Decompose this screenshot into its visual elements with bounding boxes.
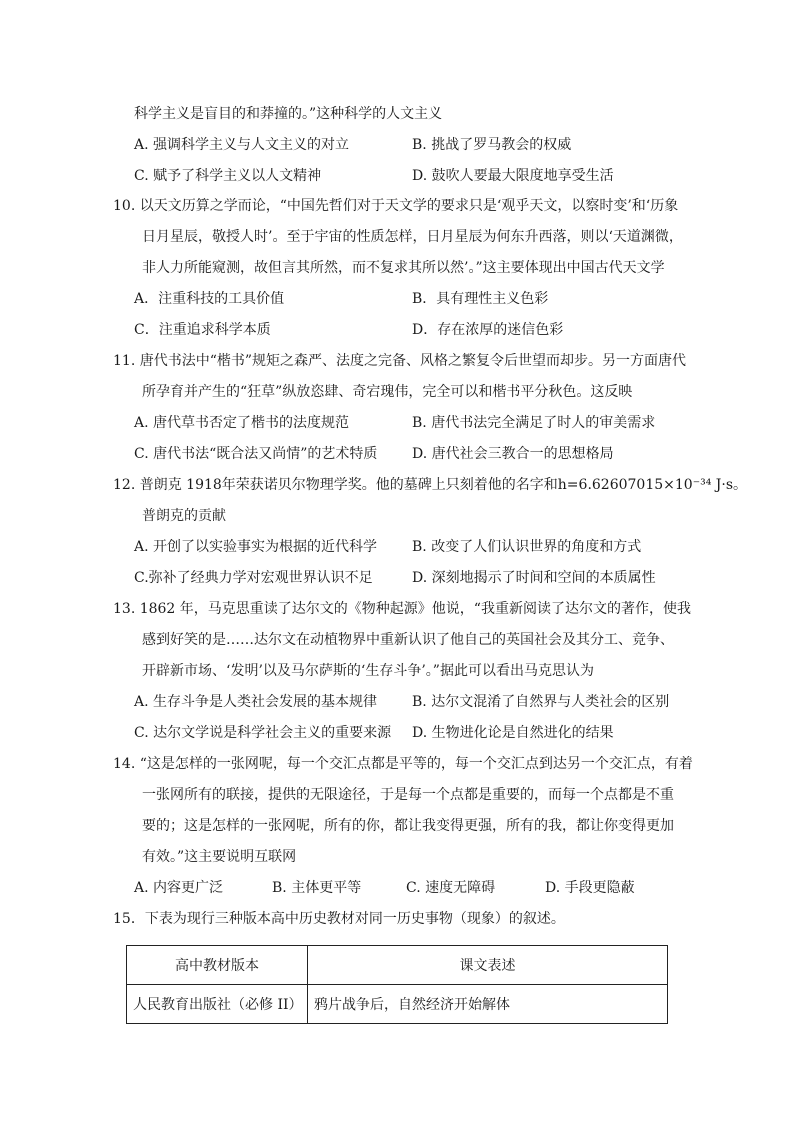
q14-stem-line-2: 一张网所有的联接，提供的无限途径，于是每一个点都是重要的，而每一个点都是不重: [142, 787, 674, 803]
q11-option-b: B. 唐代书法完全满足了时人的审美需求: [412, 415, 656, 431]
table-header-row: [127, 946, 668, 985]
q11-option-d: D. 唐代社会三教合一的思想格局: [412, 446, 614, 462]
q11-option-c: C. 唐代书法“既合法又尚情”的艺术特质: [134, 446, 378, 462]
q12-option-c: C.弥补了经典力学对宏观世界认识不足: [134, 570, 373, 586]
q12-option-a: A. 开创了以实验事实为根据的近代科学: [134, 539, 378, 555]
table-header-description: 课文表述: [308, 946, 668, 985]
table-header-edition: 高中教材版本: [127, 946, 308, 985]
q12-option-d: D. 深刻地揭示了时间和空间的本质属性: [412, 570, 656, 586]
q9-tail: 科学主义是盲目的和莽撞的。”这种科学的人文主义: [134, 106, 443, 122]
q13-option-d: D. 生物进化论是自然进化的结果: [412, 725, 614, 741]
q9-option-c: C. 赋予了科学主义以人文精神: [134, 168, 322, 184]
q12-stem-line-2: 普朗克的贡献: [142, 508, 226, 524]
table-cell-edition: 人民教育出版社（必修 II）: [127, 985, 308, 1024]
q12-option-b: B. 改变了人们认识世界的角度和方式: [412, 539, 642, 555]
q14-option-a: A. 内容更广泛: [134, 880, 224, 896]
q11-stem-line-1: 11. 唐代书法中“楷书”规矩之森严、法度之完备、风格之繁复令后世望而却步。另一方面唐代: [113, 353, 687, 369]
q10-option-c: C．注重追求科学本质: [134, 322, 271, 338]
q13-stem-line-2: 感到好笑的是……达尔文在动植物界中重新认识了他自己的英国社会及其分工、竞争、: [142, 632, 674, 648]
q9-option-d: D. 鼓吹人要最大限度地享受生活: [412, 168, 614, 184]
q10-stem-line-2: 日月星辰，敬授人时’。至于宇宙的性质怎样，日月星辰为何东升西落，则以‘天道渊微，: [142, 229, 683, 245]
q11-option-a: A. 唐代草书否定了楷书的法度规范: [134, 415, 350, 431]
q9-option-a: A. 强调科学主义与人文主义的对立: [134, 137, 350, 153]
table-cell-description: 鸦片战争后，自然经济开始解体: [308, 985, 668, 1024]
q14-option-c: C. 速度无障碍: [406, 880, 496, 896]
q13-option-c: C. 达尔文学说是科学社会主义的重要来源: [134, 725, 392, 741]
table-row: [127, 985, 668, 1024]
q11-stem-line-2: 所孕育并产生的“狂草”纵放恣肆、奇宕瑰伟，完全可以和楷书平分秋色。这反映: [142, 384, 633, 400]
q12-stem-line-1: 12. 普朗克 1918年荣获诺贝尔物理学奖。他的墓碑上只刻着他的名字和h=6.62607015×10⁻³⁴ J·s。: [113, 477, 748, 493]
q10-stem-line-1: 10. 以天文历算之学而论，“中国先哲们对于天文学的要求只是‘观乎天文，以察时变’和‘历象: [113, 198, 679, 214]
q13-stem-line-1: 13. 1862 年，马克思重读了达尔文的《物种起源》他说，“我重新阅读了达尔文的著作，使我: [113, 601, 691, 617]
q9-option-b: B. 挑战了罗马教会的权威: [412, 137, 572, 153]
q10-option-a: A．注重科技的工具价值: [134, 291, 285, 307]
q13-stem-line-3: 开辟新市场、‘发明’以及马尔萨斯的‘生存斗争’。”据此可以看出马克思认为: [142, 663, 594, 679]
q13-option-a: A. 生存斗争是人类社会发展的基本规律: [134, 694, 378, 710]
q15-stem: 15．下表为现行三种版本高中历史教材对同一历史事物（现象）的叙述。: [113, 911, 565, 927]
q10-stem-line-3: 非人力所能窥测，故但言其所然，而不复求其所以然’。”这主要体现出中国古代天文学: [142, 260, 665, 276]
q14-stem-line-3: 要的；这是怎样的一张网呢，所有的你，都让我变得更强，所有的我，都让你变得更加: [142, 818, 674, 834]
q14-option-b: B. 主体更平等: [272, 880, 362, 896]
q10-option-d: D．存在浓厚的迷信色彩: [412, 322, 564, 338]
q14-stem-line-4: 有效。”这主要说明互联网: [142, 849, 297, 865]
textbook-comparison-table: [126, 945, 668, 1024]
q13-option-b: B. 达尔文混淆了自然界与人类社会的区别: [412, 694, 670, 710]
q10-option-b: B．具有理性主义色彩: [412, 291, 549, 307]
q14-stem-line-1: 14. “这是怎样的一张网呢，每一个交汇点都是平等的，每一个交汇点到达另一个交汇点，有着: [113, 756, 693, 772]
q14-option-d: D. 手段更隐蔽: [545, 880, 635, 896]
